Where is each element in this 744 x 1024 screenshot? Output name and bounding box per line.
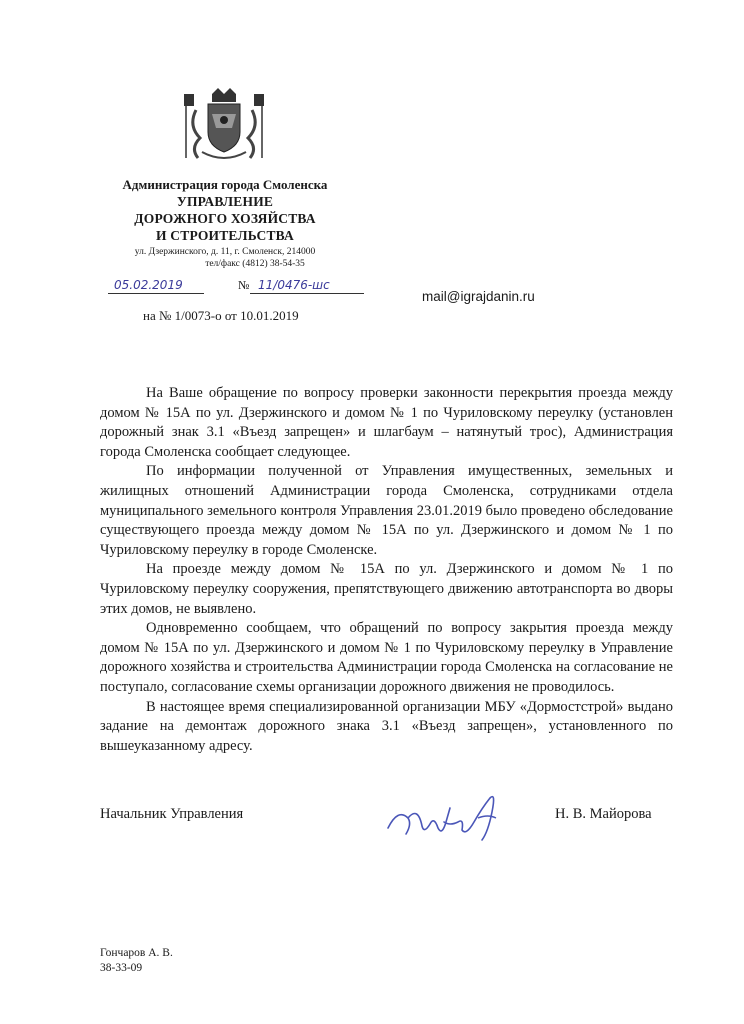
- handwritten-signature: [378, 778, 528, 858]
- signatory-name: Н. В. Майорова: [555, 806, 652, 822]
- body-paragraph: На проезде между домом № 15А по ул. Дзержинского и домом № 1 по Чуриловскому переулку сооружения, препятствующего движению автотранспорта во дворы этих домов, не выявлено.: [100, 561, 673, 617]
- body-paragraph: В настоящее время специализированной организации МБУ «Дормостстрой» выдано задание на демонтаж дорожного знака 3.1 «Въезд запрещен», установленного по вышеуказанному адресу.: [100, 698, 673, 754]
- executor-phone: 38-33-09: [100, 962, 143, 974]
- org-address: ул. Дзержинского, д. 11, г. Смоленск, 214000: [134, 247, 316, 257]
- number-underline: [250, 293, 364, 294]
- org-phone: тел/факс (4812) 38-54-35: [205, 259, 305, 269]
- reference-line: на № 1/0073-о от 10.01.2019: [143, 308, 299, 323]
- organization-header: [100, 176, 350, 270]
- body-paragraph: По информации полученной от Управления имущественных, земельных и жилищных отношений Администрации города Смоленска, сотрудниками отдела муниципального земельного контроля Управления 23.01.2019 было проведено обследование существующего проезда между домом № 15А по ул. Дзержинского и домом № 1 по Чуриловскому переулку в городе Смоленске.: [100, 463, 673, 558]
- executor-info: [100, 946, 173, 976]
- org-department-line: ДОРОЖНОГО ХОЗЯЙСТВА: [134, 211, 316, 226]
- signatory-title: Начальник Управления: [100, 806, 244, 822]
- org-name-line: Администрация города Смоленска: [122, 177, 328, 192]
- registration-line: [108, 278, 368, 298]
- city-coat-of-arms-emblem: [182, 88, 266, 164]
- letter-body: [100, 384, 673, 756]
- number-sign: №: [238, 278, 250, 292]
- executor-name: Гончаров А. В.: [100, 947, 173, 959]
- org-department-line: И СТРОИТЕЛЬСТВА: [156, 228, 294, 243]
- body-paragraph: Одновременно сообщаем, что обращений по вопросу закрытия проезда между домом № 15А по ул. Дзержинского и домом № 1 по Чуриловскому переулку в Управление дорожного хозяйства и строительства Администрации города Смоленска на согласование не поступало, согласование схемы организации дорожного движения не проводилось.: [100, 620, 673, 695]
- recipient-email: mail@igrajdanin.ru: [422, 289, 535, 304]
- registration-number: 11/0476-шс: [258, 278, 330, 292]
- org-department-line: УПРАВЛЕНИЕ: [176, 194, 274, 209]
- body-paragraph: На Ваше обращение по вопросу проверки законности перекрытия проезда между домом № 15А по ул. Дзержинского и домом № 1 по Чуриловскому переулку (установлен дорожный знак 3.1 «Въезд запрещен» и шлагбаум – натянутый трос), Администрация города Смоленска сообщает следующее.: [100, 385, 673, 460]
- date-underline: [108, 293, 204, 294]
- registration-date: 05.02.2019: [114, 278, 183, 292]
